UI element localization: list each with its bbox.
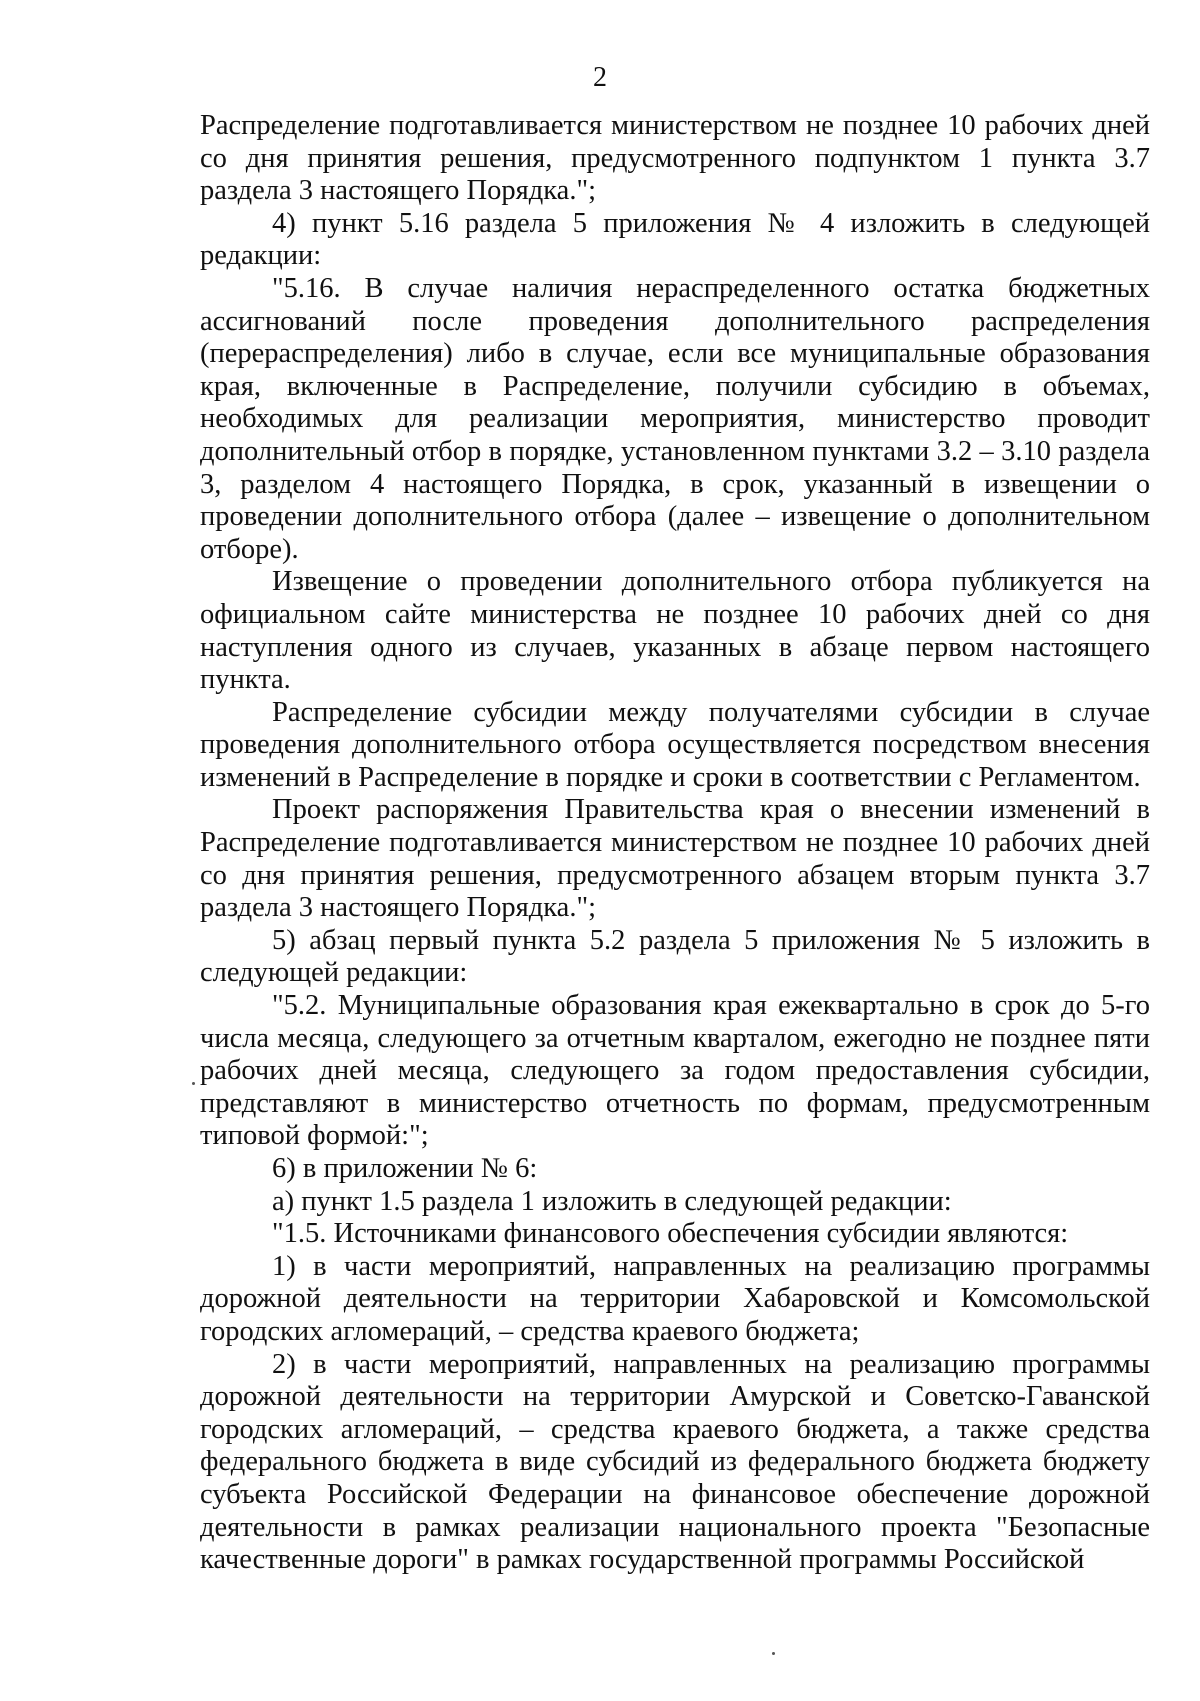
paragraph-point-1-5: "1.5. Источниками финансового обеспечения субсидии являются: [272,1218,1069,1250]
paragraph-continuation: Распределение подготавливается министерством не позднее 10 рабочих дней со дня принятия решения, предусмотренного подпунктом 1 пункта 3.7 раздела 3 настоящего Порядка."; [200,110,1150,207]
paragraph-source-1: 1) в части мероприятий, направленных на реализацию программы дорожной деятельности на территории Хабаровской и Комсомольской городских агломераций, – средства краевого бюджета; [200,1250,1150,1347]
scan-artifact-dot [772,1652,775,1655]
paragraph-subsidy-distribution: Распределение субсидии между получателями субсидии в случае проведения дополнительного отбора осуществляется посредством внесения изменений в Распределение в порядке и сроки в соответствии с Регламентом. [200,696,1150,793]
paragraph-item-4: 4) пункт 5.16 раздела 5 приложения № 4 изложить в следующей редакции: [200,207,1150,272]
paragraph-point-5-2: "5.2. Муниципальные образования края ежеквартально в срок до 5-го числа месяца, следующего за отчетным кварталом, ежегодно не позднее пяти рабочих дней месяца, следующего за годом предоставления субсидии, представляют в министерство отчетность по формам, предусмотренным типовой формой:"; [200,990,1150,1152]
paragraph-item-6: 6) в приложении № 6: [272,1153,538,1184]
paragraph-subitem-a: а) пункт 1.5 раздела 1 изложить в следующей редакции: [272,1185,952,1217]
page-number: 2 [593,62,607,93]
paragraph-draft-order: Проект распоряжения Правительства края о внесении изменений в Распределение подготавливается министерством не позднее 10 рабочих дней со дня принятия решения, предусмотренного абзацем вторым пункта 3.7 раздела 3 настоящего Порядка."; [200,794,1150,924]
paragraph-point-5-16: "5.16. В случае наличия нераспределенного остатка бюджетных ассигнований после проведения дополнительного распределения (перераспределения) либо в случае, если все муниципальные образования края, включенные в Распределение, получили субсидию в объемах, необходимых для реализации мероприятия, министерство проводит дополнительный отбор в порядке, установленном пунктами 3.2 – 3.10 раздела 3, разделом 4 настоящего Порядка, в срок, указанный в извещении о проведении дополнительного отбора (далее – извещение о дополнительном отборе). [200,272,1150,565]
scan-artifact-dot [192,1082,195,1085]
document-body [200,110,1150,1577]
paragraph-item-5: 5) абзац первый пункта 5.2 раздела 5 приложения № 5 изложить в следующей редакции: [200,924,1150,989]
paragraph-source-2: 2) в части мероприятий, направленных на реализацию программы дорожной деятельности на территории Амурской и Советско-Гаванской городских агломераций, – средства краевого бюджета, а также средства федерального бюджета в виде субсидий из федерального бюджета бюджету субъекта Российской Федерации на финансовое обеспечение дорожной деятельности в рамках реализации национального проекта "Безопасные качественные дороги" в рамках государственной программы Российской [200,1348,1150,1576]
paragraph-notice-publication: Извещение о проведении дополнительного отбора публикуется на официальном сайте министерства не позднее 10 рабочих дней со дня наступления одного из случаев, указанных в абзаце первом настоящего пункта. [200,566,1150,696]
